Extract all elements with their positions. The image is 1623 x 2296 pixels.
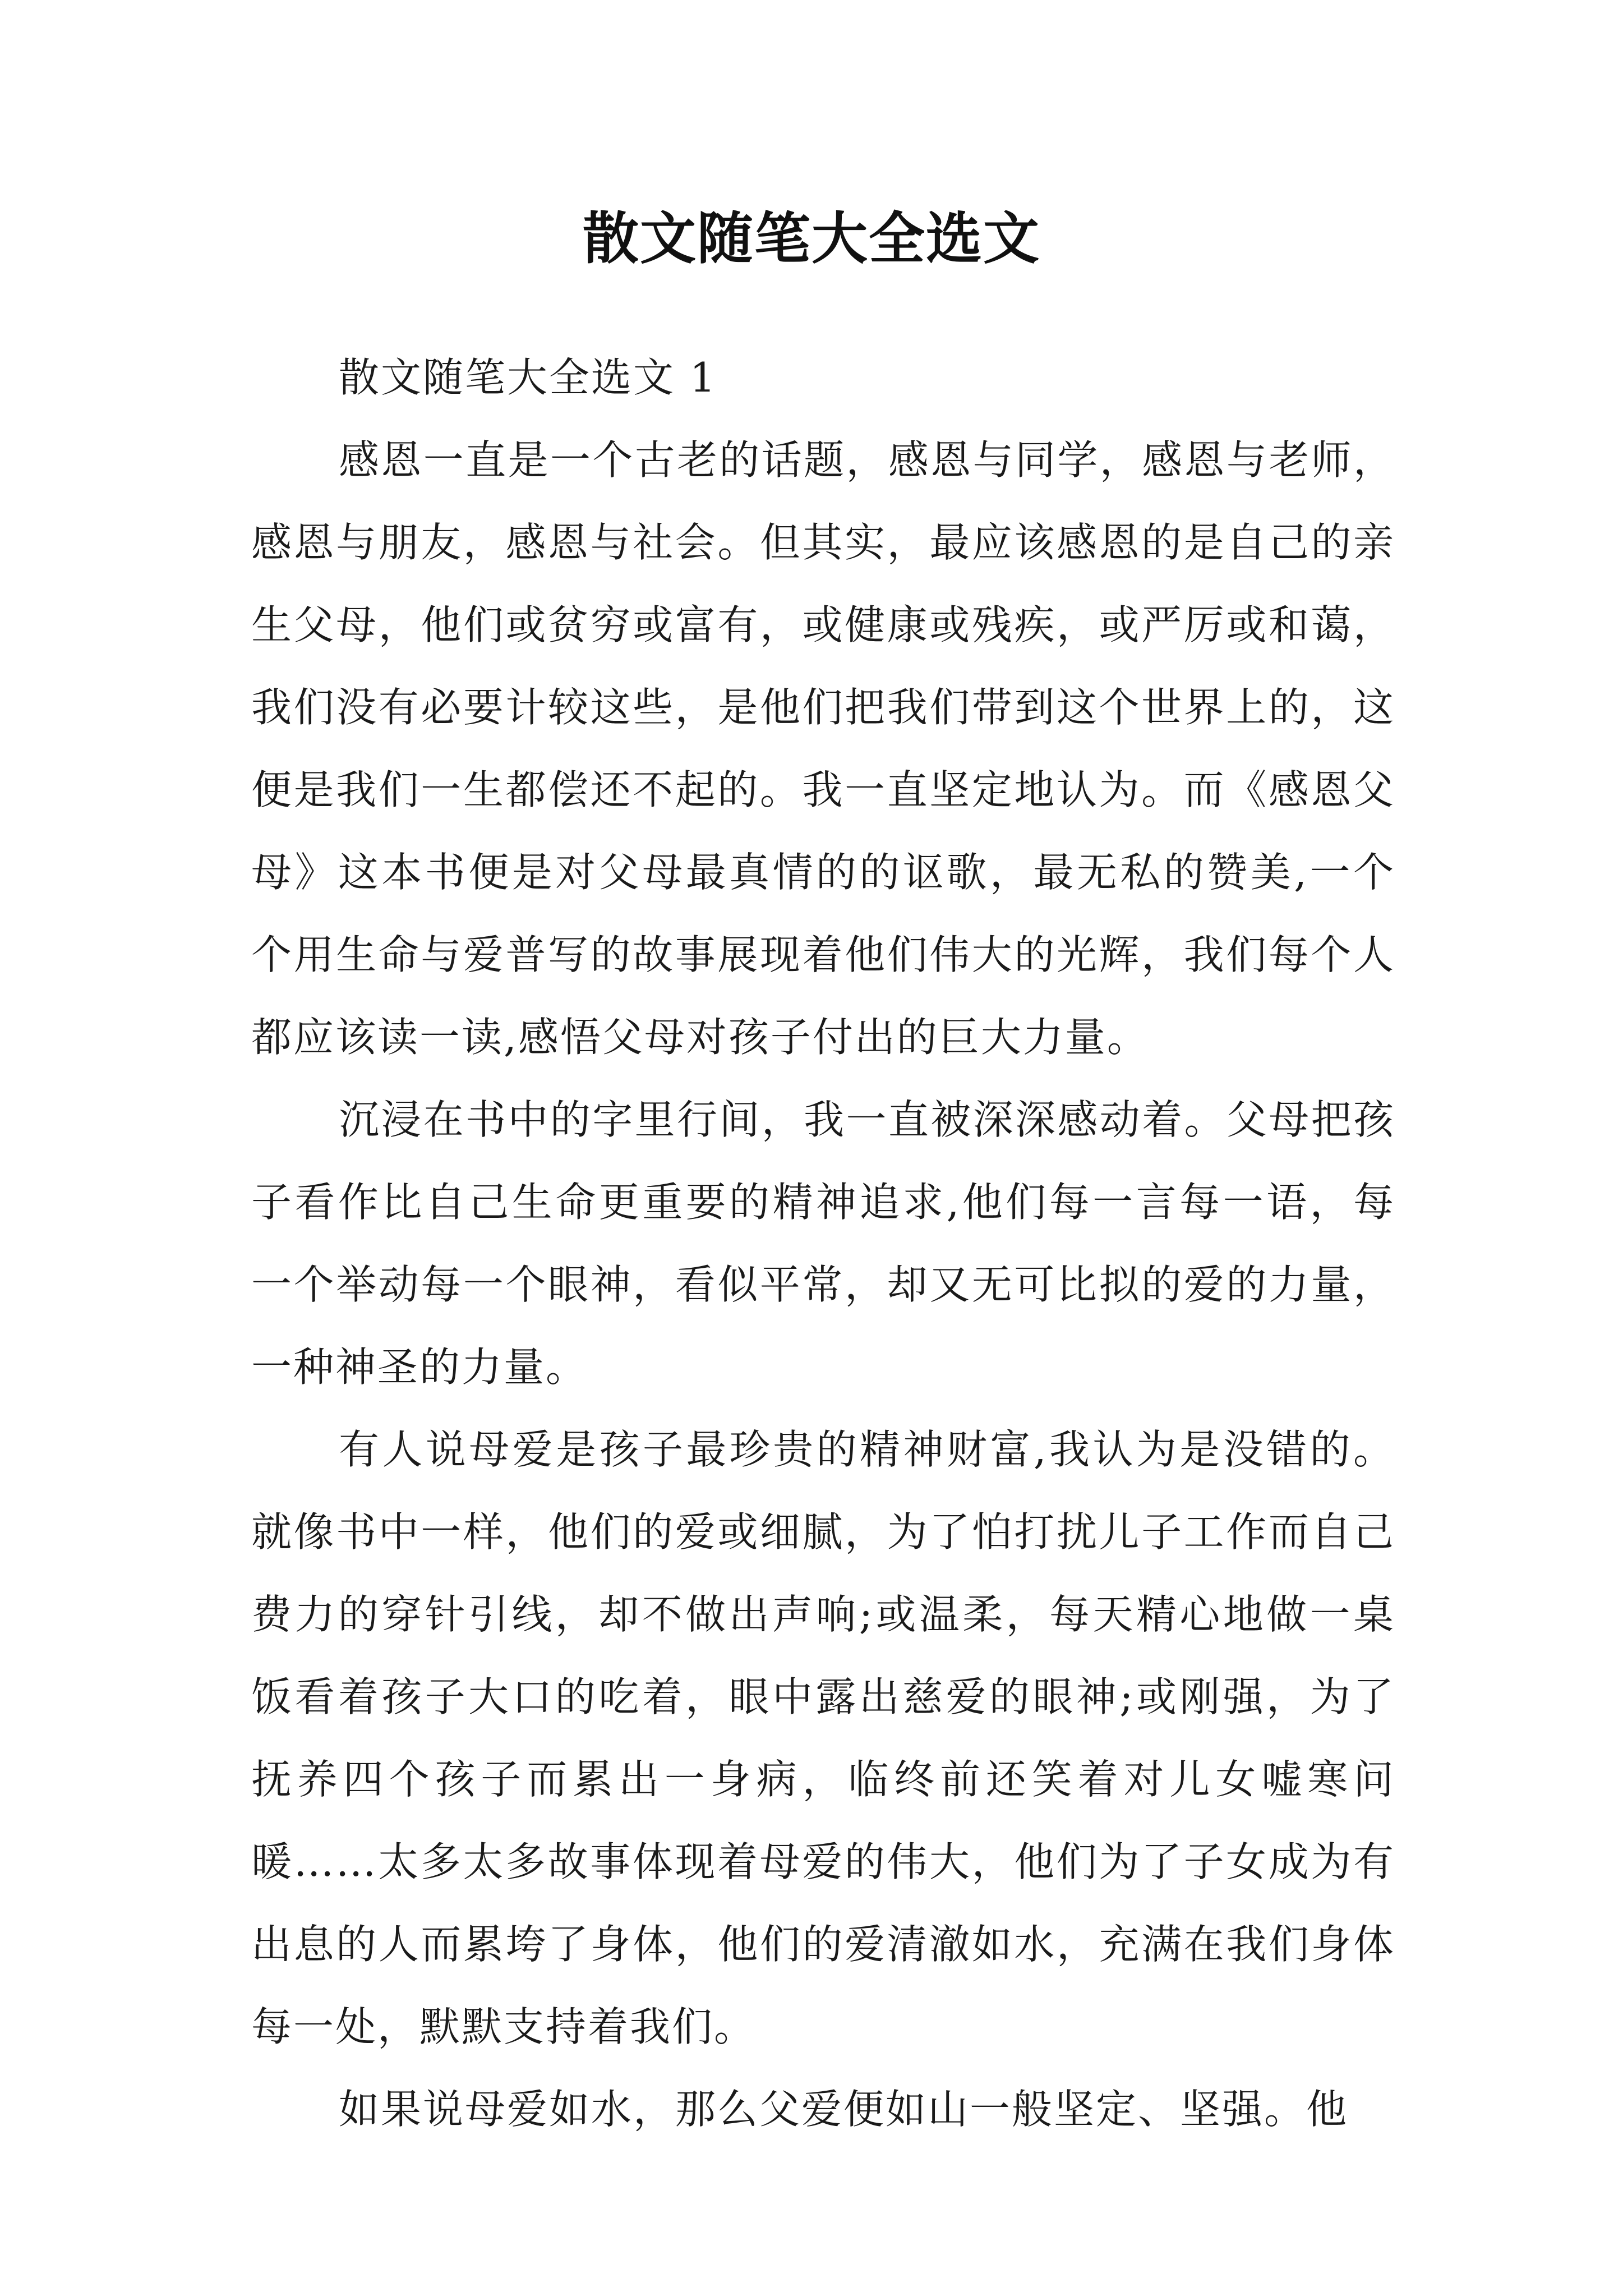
document-title: 散文随笔大全选文 xyxy=(583,205,1040,272)
paragraph-1: 感恩一直是一个古老的话题，感恩与同学，感恩与老师，感恩与朋友，感恩与社会。但其实，最应该感恩的是自己的亲生父母，他们或贫穷或富有，或健康或残疾，或严厉或和蔼，我们没有必要计较这些，是他们把我们带到这个世界上的，这便是我们一生都偿还不起的。我一直坚定地认为。而《感恩父母》这本书便是对父母最真情的的讴歌，最无私的赞美,一个个用生命与爱普写的故事展现着他们伟大的光辉，我们每个人都应该读一读,感悟父母对孩子付出的巨大力量。 xyxy=(251,436,1395,1061)
document-body xyxy=(251,337,1395,2151)
paragraph-2: 沉浸在书中的字里行间，我一直被深深感动着。父母把孩子看作比自己生命更重要的精神追求,他们每一言每一语，每一个举动每一个眼神，看似平常，却又无可比拟的爱的力量，一种神圣的力量。 xyxy=(251,1096,1395,1391)
paragraph-4: 如果说母爱如水，那么父爱便如山一般坚定、坚强。他 xyxy=(339,2086,1349,2133)
paragraph-3: 有人说母爱是孩子最珍贵的精神财富,我认为是没错的。就像书中一样，他们的爱或细腻，为了怕打扰儿子工作而自己费力的穿针引线，却不做出声响;或温柔，每天精心地做一桌饭看着孩子大口的吃着，眼中露出慈爱的眼神;或刚强，为了抚养四个孩子而累出一身病，临终前还笑着对儿女嘘寒问暖……太多太多故事体现着母爱的伟大，他们为了子女成为有出息的人而累垮了身体，他们的爱清澈如水，充满在我们身体每一处，默默支持着我们。 xyxy=(251,1426,1395,2050)
section-heading: 散文随笔大全选文 1 xyxy=(339,354,717,401)
